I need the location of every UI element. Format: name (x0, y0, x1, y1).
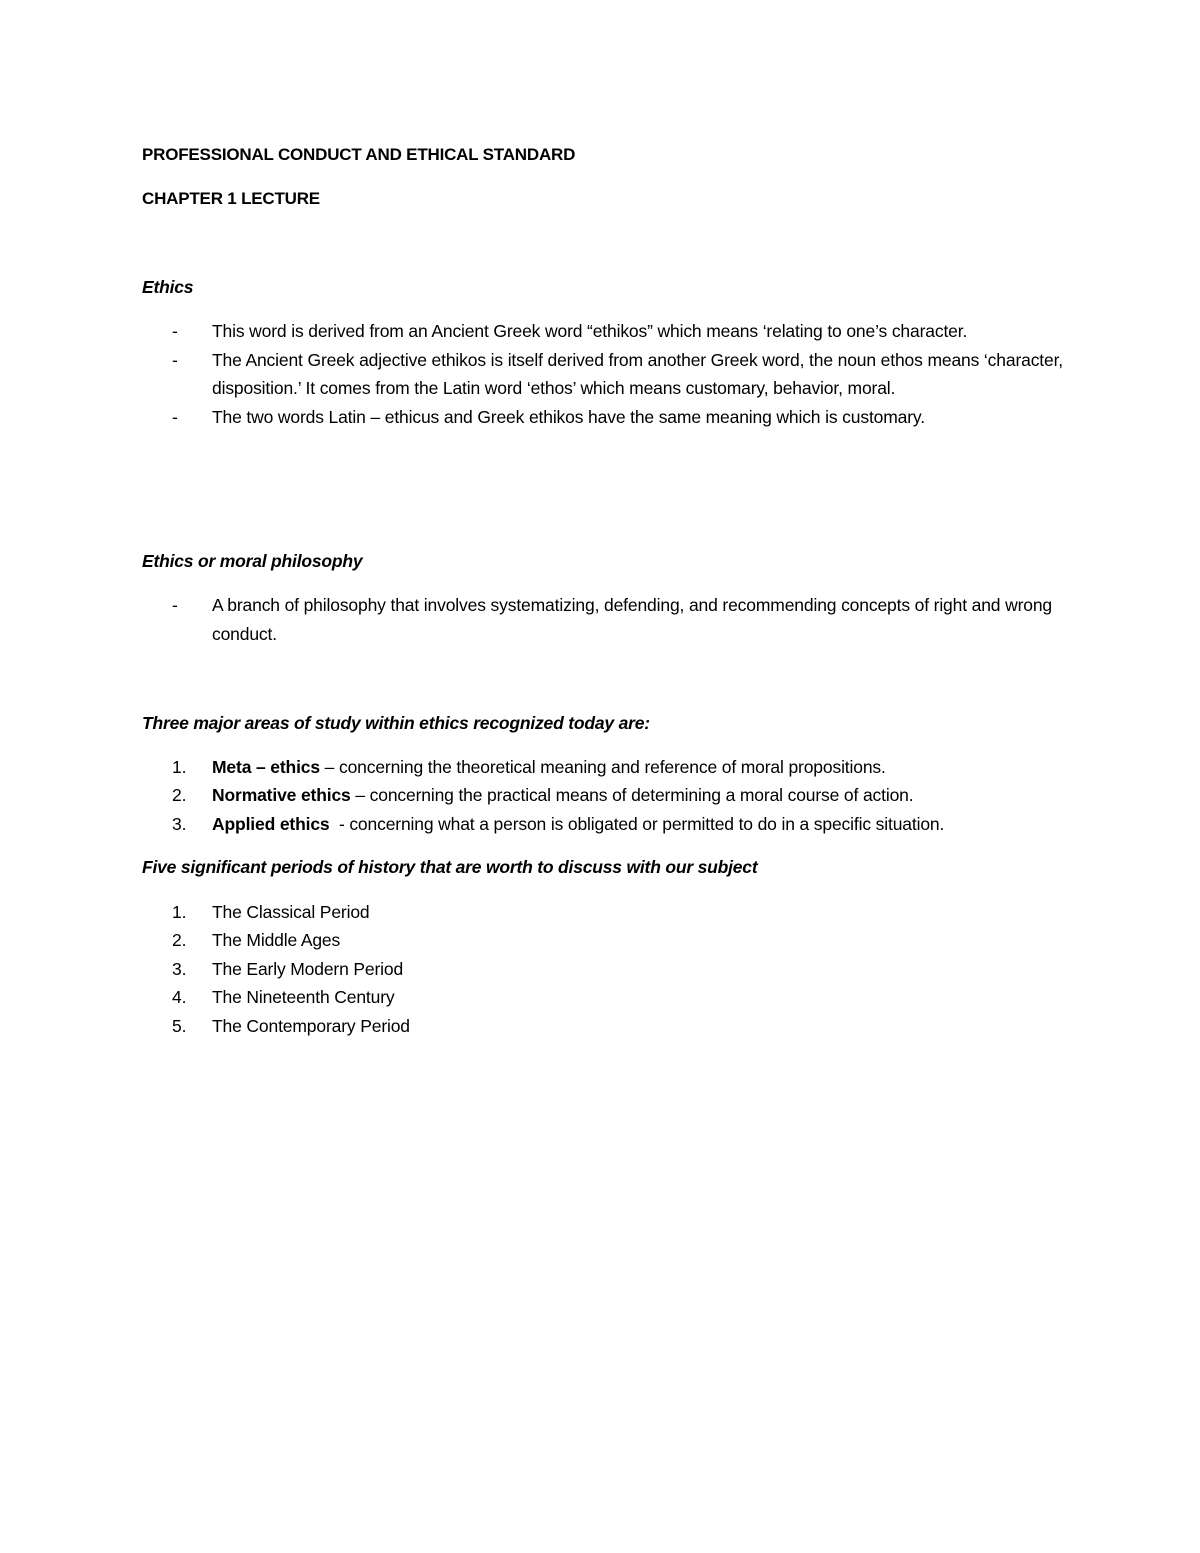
area-term: Meta – ethics (212, 757, 320, 777)
period-name: The Classical Period (212, 902, 370, 922)
list-item (172, 926, 1132, 954)
document-title: PROFESSIONAL CONDUCT AND ETHICAL STANDARD (142, 145, 576, 164)
bullet-marker: - (172, 595, 178, 615)
list-number: 2. (172, 785, 187, 806)
list-item (172, 317, 1072, 346)
moral-philosophy-bullet-list (172, 591, 1072, 648)
section-heading-ethics: Ethics (142, 277, 194, 297)
period-name: The Nineteenth Century (212, 987, 395, 1008)
list-item (172, 898, 1132, 926)
period-name: The Early Modern Period (212, 958, 404, 979)
list-number: 4. (172, 987, 187, 1008)
list-item (172, 403, 1072, 432)
list-item (172, 810, 1132, 838)
list-item (172, 955, 1132, 983)
period-name: The Middle Ages (212, 930, 341, 951)
bullet-marker: - (172, 321, 178, 341)
list-item-text: The Ancient Greek adjective ethikos is itself derived from another Greek word, the noun ethos means ‘character, disposition.’ It comes from the Latin word ‘ethos’ which means customary, behavior, moral. (212, 349, 1064, 398)
period-name: The Contemporary Period (212, 1015, 410, 1036)
list-number: 1. (172, 902, 187, 922)
area-description: – concerning the theoretical meaning and reference of moral propositions. (319, 757, 886, 777)
area-term: Applied ethics (212, 813, 330, 834)
list-item (172, 346, 1072, 403)
area-description: - concerning what a person is obligated or permitted to do in a specific situation. (329, 813, 945, 834)
list-item (172, 591, 1072, 648)
list-item (172, 1012, 1132, 1040)
list-item-text: A branch of philosophy that involves systematizing, defending, and recommending concepts of right and wrong conduct. (212, 595, 1053, 644)
area-term: Normative ethics (212, 785, 351, 806)
list-item (172, 781, 1132, 809)
document-subtitle: CHAPTER 1 LECTURE (142, 189, 320, 208)
list-item (172, 983, 1132, 1011)
section-heading-areas: Three major areas of study within ethics recognized today are: (142, 713, 650, 733)
section-heading-moral-philosophy: Ethics or moral philosophy (142, 551, 363, 571)
list-number: 5. (172, 1015, 187, 1036)
list-item-text: This word is derived from an Ancient Greek word “ethikos” which means ‘relating to one’s character. (212, 321, 968, 341)
list-item (172, 753, 1132, 781)
list-number: 3. (172, 958, 187, 979)
list-number: 3. (172, 813, 187, 834)
ethics-bullet-list (172, 317, 1072, 431)
section-heading-periods: Five significant periods of history that are worth to discuss with our subject (142, 857, 758, 877)
list-number: 2. (172, 930, 187, 951)
list-number: 1. (172, 757, 187, 777)
list-item-text: The two words Latin – ethicus and Greek ethikos have the same meaning which is customary. (212, 406, 925, 427)
area-description: – concerning the practical means of determining a moral course of action. (350, 785, 914, 806)
bullet-marker: - (172, 349, 178, 370)
periods-numbered-list (172, 898, 1132, 1040)
bullet-marker: - (172, 406, 178, 427)
areas-numbered-list (172, 753, 1132, 838)
